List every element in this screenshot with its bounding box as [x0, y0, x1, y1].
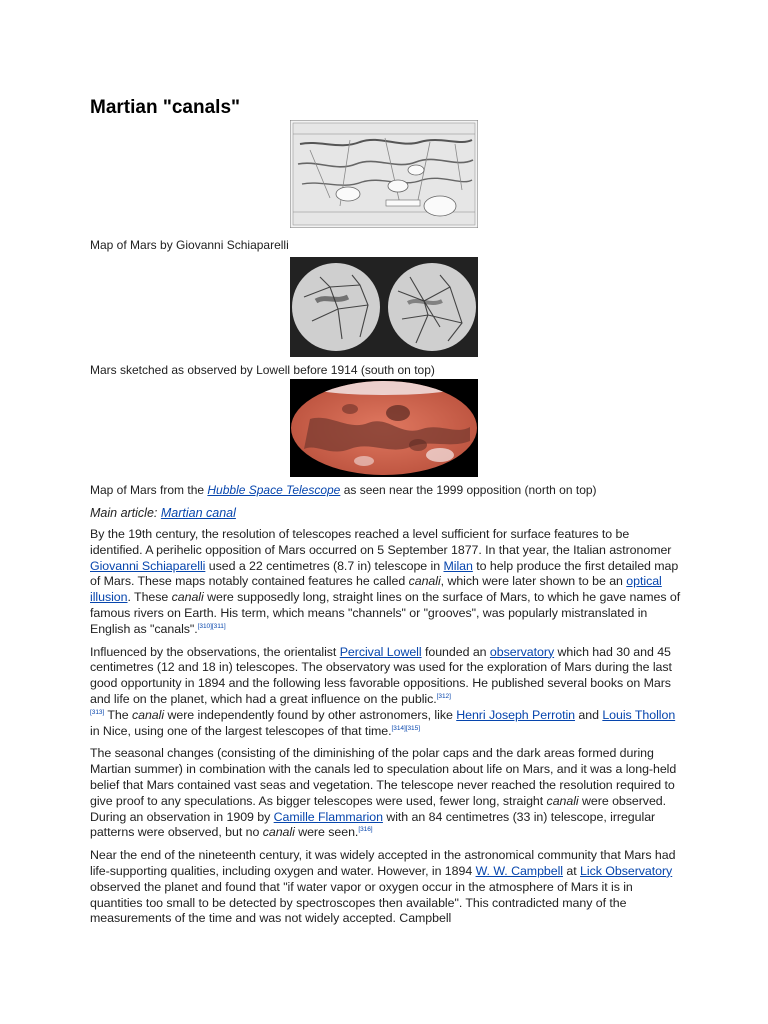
giovanni-schiaparelli-link[interactable]: Giovanni Schiaparelli	[90, 558, 206, 573]
hubble-mars-map-image	[290, 379, 478, 477]
article-section	[90, 96, 682, 934]
optical-illusion-link[interactable]: optical illusion	[90, 574, 662, 605]
main-article-note: Main article: Martian canal	[90, 506, 236, 520]
camille-flammarion-link[interactable]: Camille Flammarion	[273, 809, 383, 824]
henri-joseph-perrotin-link[interactable]: Henri Joseph Perrotin	[456, 707, 576, 722]
martian-canal-link[interactable]: Martian canal	[160, 506, 236, 520]
citation-ref[interactable]: [312]	[436, 692, 451, 700]
figure-caption: Mars sketched as observed by Lowell before 1914 (south on top)	[90, 363, 435, 377]
louis-thollon-link[interactable]: Louis Thollon	[602, 707, 676, 722]
schiaparelli-map-image	[290, 120, 478, 228]
section-heading: Martian "canals"	[90, 97, 241, 118]
paragraph-2: Influenced by the observations, the orientalist Percival Lowell founded an observatory which had 30 and 45 centimetres (12 and 18 in) telescopes. The observatory was used for the exploration of Mars during the last good opportunity in 1894 and the following less favorable oppositions. He published several books on Mars and life on the planet, which had a great influence on the public.[312] [313] The canali were independently found by other astronomers, like Henri Joseph Perrotin and Louis Thollon in Nice, using one of the largest telescopes of that time.[314][315]	[90, 644, 676, 738]
paragraph-3: The seasonal changes (consisting of the diminishing of the polar caps and the dark areas formed during Martian summer) in combination with the canals led to speculation about life on Mars, and it was a long-held belief that Mars contained vast seas and vegetation. The telescope never reached the resolution required to give proof to any speculations. As bigger telescopes were used, fewer long, straight canali were observed. During an observation in 1909 by Camille Flammarion with an 84 centimetres (33 in) telescope, irregular patterns were observed, but no canali were seen.[316]	[90, 746, 677, 840]
ww-campbell-link[interactable]: W. W. Campbell	[475, 863, 564, 878]
figure-caption: Map of Mars from the Hubble Space Telescope as seen near the 1999 opposition (north on top)	[90, 483, 597, 497]
paragraph-1: By the 19th century, the resolution of telescopes reached a level sufficient for surface features to be identified. A perihelic opposition of Mars occurred on 5 September 1877. In that year, the Italian astronomer Giovanni Schiaparelli used a 22 centimetres (8.7 in) telescope in Milan to help produce the first detailed map of Mars. These maps notably contained features he called canali, which were later shown to be an optical illusion. These canali were supposedly long, straight lines on the surface of Mars, to which he gave names of famous rivers on Earth. His term, which means "channels" or "grooves", was popularly mistranslated in English as "canals".[310][311]	[90, 527, 681, 636]
citation-ref[interactable]: [310][311]	[197, 622, 226, 630]
hubble-space-telescope-link[interactable]: Hubble Space Telescope	[207, 483, 341, 497]
citation-ref[interactable]: [316]	[358, 826, 373, 834]
observatory-link[interactable]: observatory	[489, 644, 555, 659]
figure-caption: Map of Mars by Giovanni Schiaparelli	[90, 238, 289, 252]
milan-link[interactable]: Milan	[443, 558, 473, 573]
lowell-sketch-image	[290, 257, 478, 357]
lick-observatory-link[interactable]: Lick Observatory	[580, 863, 673, 878]
paragraph-4: Near the end of the nineteenth century, it was widely accepted in the astronomical community that Mars had life-supporting qualities, including oxygen and water. However, in 1894 W. W. Campbell at Lick Observatory observed the planet and found that "if water vapor or oxygen occur in the atmosphere of Mars it is in quantities too small to be detected by spectroscopes then available". This contradicted many of the measurements of the time and was not widely accepted. Campbell	[90, 848, 676, 926]
citation-ref[interactable]: [314][315]	[391, 724, 420, 732]
percival-lowell-link[interactable]: Percival Lowell	[339, 644, 422, 659]
citation-ref[interactable]: [313]	[90, 708, 105, 716]
